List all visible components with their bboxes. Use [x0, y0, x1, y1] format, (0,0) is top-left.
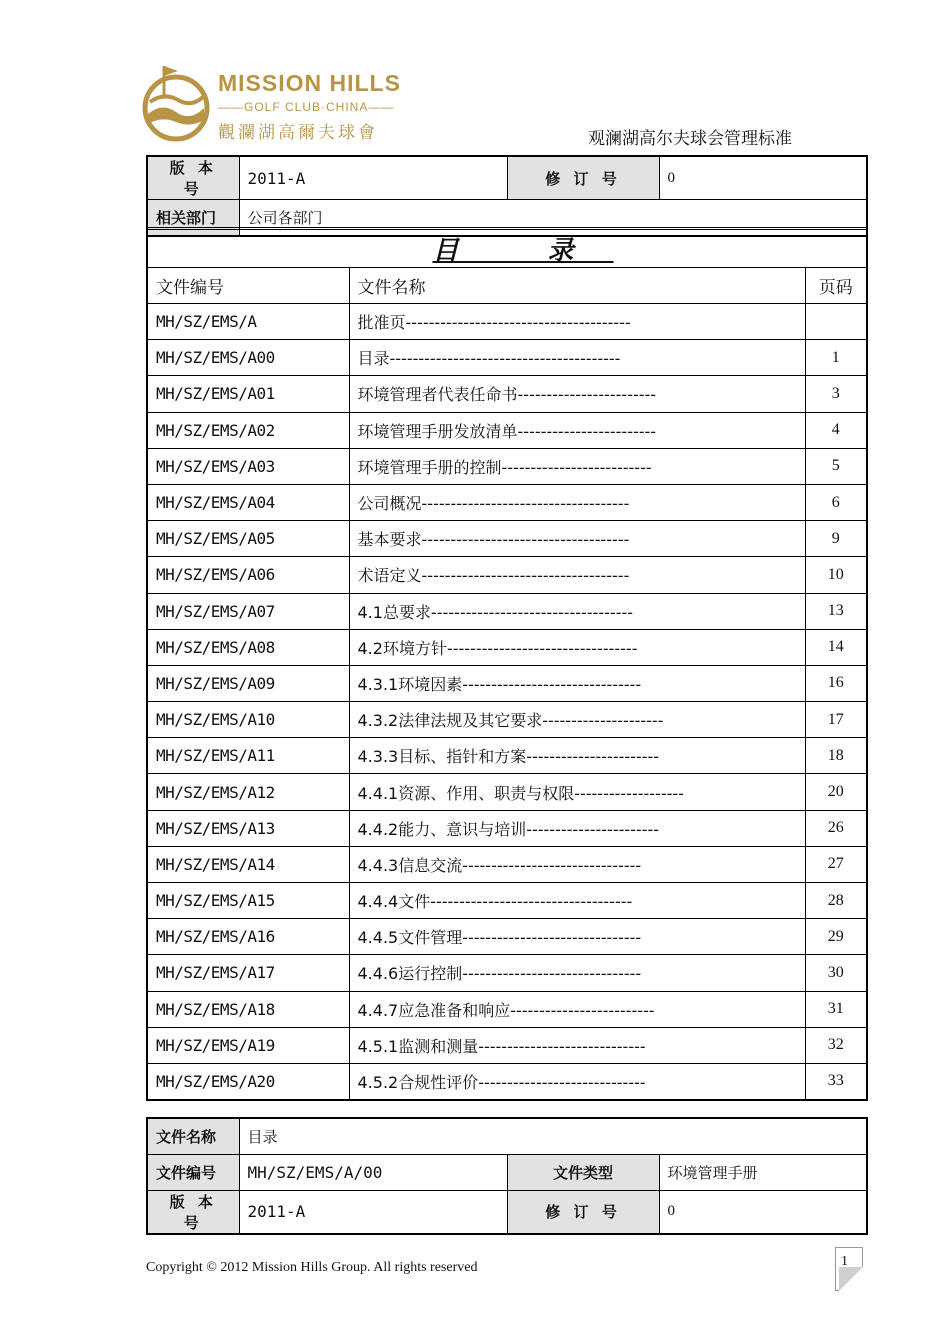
- toc-row[interactable]: [147, 557, 867, 593]
- toc-name: 4.4.4文件-----------------------------------: [349, 883, 805, 919]
- toc-code: MH/SZ/EMS/A14: [147, 846, 349, 882]
- file-type-label: 文件类型: [507, 1154, 659, 1190]
- toc-page: 18: [805, 738, 867, 774]
- toc-name: 4.2环境方针---------------------------------: [349, 629, 805, 665]
- toc-name: 术语定义------------------------------------: [349, 557, 805, 593]
- toc-code: MH/SZ/EMS/A12: [147, 774, 349, 810]
- version-label: 版 本 号: [147, 1190, 239, 1234]
- toc-row[interactable]: [147, 1027, 867, 1063]
- toc-name: 4.4.5文件管理-------------------------------: [349, 919, 805, 955]
- toc-code: MH/SZ/EMS/A10: [147, 702, 349, 738]
- toc-name: 环境管理者代表任命书------------------------: [349, 376, 805, 412]
- file-type-value: 环境管理手册: [659, 1154, 867, 1190]
- toc-page: 13: [805, 593, 867, 629]
- toc-row[interactable]: [147, 629, 867, 665]
- toc-page: 5: [805, 448, 867, 484]
- toc-name: 环境管理手册发放清单------------------------: [349, 412, 805, 448]
- toc-code: MH/SZ/EMS/A04: [147, 484, 349, 520]
- toc-code: MH/SZ/EMS/A19: [147, 1027, 349, 1063]
- page-number: 1: [841, 1254, 848, 1269]
- toc-col-page: 页码: [805, 268, 867, 304]
- toc-name: 4.1总要求-----------------------------------: [349, 593, 805, 629]
- toc-page: 29: [805, 919, 867, 955]
- toc-header-row: [147, 268, 867, 304]
- revision-value: 0: [659, 1190, 867, 1234]
- page-fold-icon: [839, 1267, 863, 1291]
- toc-row[interactable]: [147, 846, 867, 882]
- toc-page: 10: [805, 557, 867, 593]
- document-header-title: 观澜湖高尔夫球会管理标准: [588, 129, 792, 149]
- toc-code: MH/SZ/EMS/A03: [147, 448, 349, 484]
- toc-page: 17: [805, 702, 867, 738]
- toc-row[interactable]: [147, 448, 867, 484]
- toc-table: [146, 227, 868, 1101]
- toc-title: 目 录: [147, 229, 867, 268]
- toc-page: 26: [805, 810, 867, 846]
- toc-name: 4.3.2法律法规及其它要求---------------------: [349, 702, 805, 738]
- version-value: 2011-A: [239, 156, 507, 200]
- toc-code: MH/SZ/EMS/A11: [147, 738, 349, 774]
- brand-name-cn: 觀瀾湖高爾夫球會: [218, 123, 378, 143]
- toc-row[interactable]: [147, 340, 867, 376]
- toc-row[interactable]: [147, 810, 867, 846]
- department-value: 公司各部门: [239, 200, 867, 236]
- toc-code: MH/SZ/EMS/A09: [147, 665, 349, 701]
- toc-name: 4.5.2合规性评价-----------------------------: [349, 1063, 805, 1099]
- toc-row[interactable]: [147, 919, 867, 955]
- file-name-label: 文件名称: [147, 1118, 239, 1154]
- toc-page: 9: [805, 521, 867, 557]
- toc-code: MH/SZ/EMS/A02: [147, 412, 349, 448]
- copyright-text: Copyright © 2012 Mission Hills Group. All rights reserved: [146, 1260, 478, 1275]
- toc-code: MH/SZ/EMS/A: [147, 304, 349, 340]
- golf-emblem-icon: [140, 62, 212, 142]
- toc-row[interactable]: [147, 484, 867, 520]
- toc-page: 20: [805, 774, 867, 810]
- toc-code: MH/SZ/EMS/A00: [147, 340, 349, 376]
- toc-page: 33: [805, 1063, 867, 1099]
- toc-row[interactable]: [147, 376, 867, 412]
- toc-page: 1: [805, 340, 867, 376]
- toc-name: 基本要求------------------------------------: [349, 521, 805, 557]
- toc-row[interactable]: [147, 521, 867, 557]
- toc-col-code: 文件编号: [147, 268, 349, 304]
- file-code-label: 文件编号: [147, 1154, 239, 1190]
- toc-name: 目录----------------------------------------: [349, 340, 805, 376]
- toc-row[interactable]: [147, 774, 867, 810]
- toc-page: 14: [805, 629, 867, 665]
- brand-subtitle: ——GOLF CLUB·CHINA——: [218, 100, 395, 114]
- document-info-table: [146, 155, 868, 237]
- toc-page: 31: [805, 991, 867, 1027]
- toc-code: MH/SZ/EMS/A01: [147, 376, 349, 412]
- file-info-table: [146, 1117, 868, 1235]
- toc-row[interactable]: [147, 955, 867, 991]
- toc-page: 30: [805, 955, 867, 991]
- revision-label: 修 订 号: [507, 156, 659, 200]
- toc-row[interactable]: [147, 991, 867, 1027]
- toc-name: 4.4.1资源、作用、职责与权限-------------------: [349, 774, 805, 810]
- revision-label: 修 订 号: [507, 1190, 659, 1234]
- toc-code: MH/SZ/EMS/A08: [147, 629, 349, 665]
- page-number-badge: [835, 1247, 863, 1291]
- toc-page: 3: [805, 376, 867, 412]
- toc-code: MH/SZ/EMS/A05: [147, 521, 349, 557]
- toc-page: 32: [805, 1027, 867, 1063]
- toc-row[interactable]: [147, 304, 867, 340]
- mission-hills-logo: [140, 62, 400, 146]
- toc-name: 公司概况------------------------------------: [349, 484, 805, 520]
- toc-name: 4.4.2能力、意识与培训-----------------------: [349, 810, 805, 846]
- toc-col-name: 文件名称: [349, 268, 805, 304]
- toc-page: 4: [805, 412, 867, 448]
- file-name-value: 目录: [239, 1118, 867, 1154]
- brand-name-en: MISSION HILLS: [218, 70, 401, 96]
- department-label: 相关部门: [147, 200, 239, 236]
- toc-page: [805, 304, 867, 340]
- toc-page: 27: [805, 846, 867, 882]
- toc-code: MH/SZ/EMS/A18: [147, 991, 349, 1027]
- file-code-value: MH/SZ/EMS/A/00: [239, 1154, 507, 1190]
- version-value: 2011-A: [239, 1190, 507, 1234]
- toc-name: 4.4.6运行控制-------------------------------: [349, 955, 805, 991]
- toc-code: MH/SZ/EMS/A15: [147, 883, 349, 919]
- toc-row[interactable]: [147, 412, 867, 448]
- toc-row[interactable]: [147, 883, 867, 919]
- toc-code: MH/SZ/EMS/A07: [147, 593, 349, 629]
- toc-row[interactable]: [147, 665, 867, 701]
- toc-page: 6: [805, 484, 867, 520]
- toc-code: MH/SZ/EMS/A16: [147, 919, 349, 955]
- toc-page: 28: [805, 883, 867, 919]
- version-label: 版 本 号: [147, 156, 239, 200]
- toc-code: MH/SZ/EMS/A17: [147, 955, 349, 991]
- toc-name: 批准页---------------------------------------: [349, 304, 805, 340]
- toc-code: MH/SZ/EMS/A13: [147, 810, 349, 846]
- toc-row[interactable]: [147, 738, 867, 774]
- toc-name: 4.4.3信息交流-------------------------------: [349, 846, 805, 882]
- toc-page: 16: [805, 665, 867, 701]
- toc-name: 4.3.1环境因素-------------------------------: [349, 665, 805, 701]
- toc-name: 4.5.1监测和测量-----------------------------: [349, 1027, 805, 1063]
- revision-value: 0: [659, 156, 867, 200]
- toc-name: 4.4.7应急准备和响应-------------------------: [349, 991, 805, 1027]
- toc-name: 4.3.3目标、指针和方案-----------------------: [349, 738, 805, 774]
- toc-code: MH/SZ/EMS/A06: [147, 557, 349, 593]
- toc-row[interactable]: [147, 1063, 867, 1099]
- toc-name: 环境管理手册的控制--------------------------: [349, 448, 805, 484]
- toc-code: MH/SZ/EMS/A20: [147, 1063, 349, 1099]
- toc-row[interactable]: [147, 593, 867, 629]
- toc-row[interactable]: [147, 702, 867, 738]
